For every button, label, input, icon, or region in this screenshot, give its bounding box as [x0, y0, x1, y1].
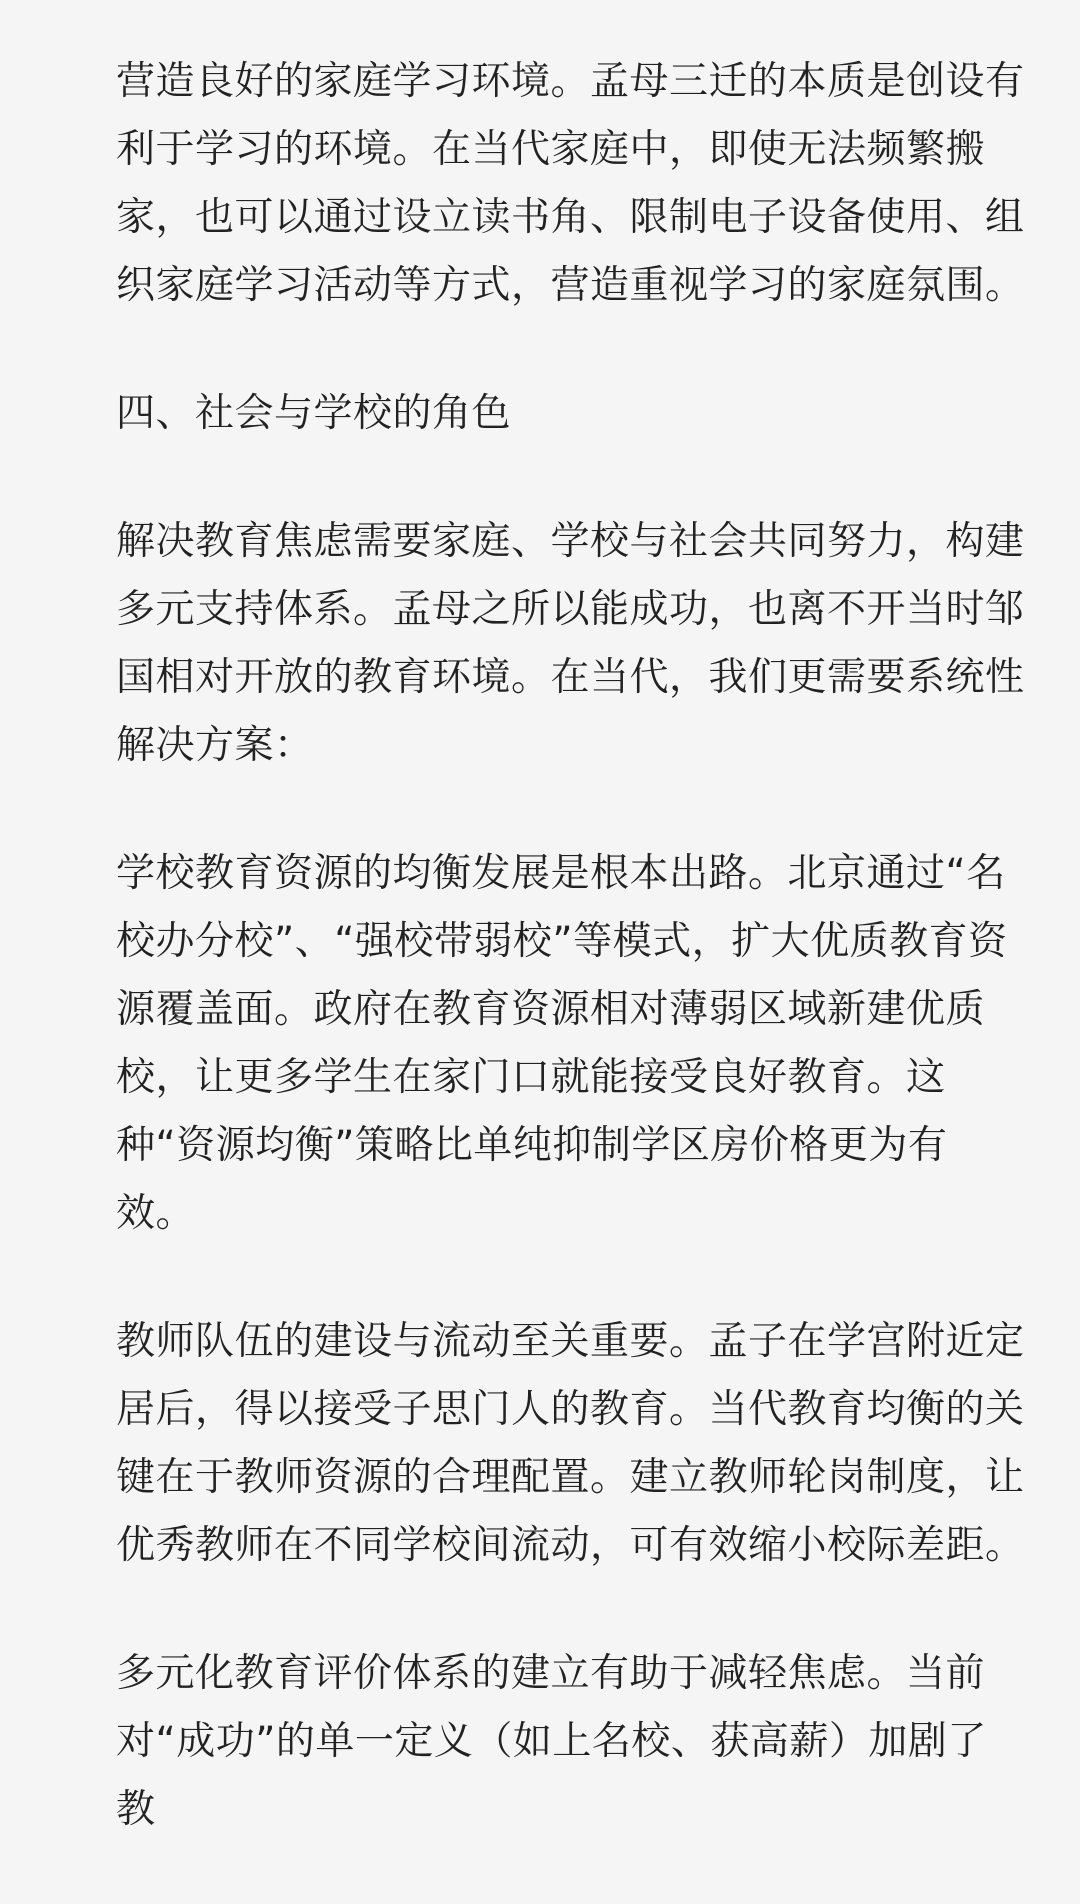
paragraph-teacher-rotation: 教师队伍的建设与流动至关重要。孟子在学宫附近定居后，得以接受子思门人的教育。当代教育均衡的关键在于教师资源的合理配置。建立教师轮岗制度，让优秀教师在不同学校间流动，可有效缩小校际差距。 — [116, 1319, 1025, 1568]
paragraph-family-environment: 营造良好的家庭学习环境。孟母三迁的本质是创设有利于学习的环境。在当代家庭中，即使无法频繁搬家，也可以通过设立读书角、限制电子设备使用、组织家庭学习活动等方式，营造重视学习的家庭氛围。 — [116, 59, 1025, 308]
paragraph-evaluation-system: 多元化教育评价体系的建立有助于减轻焦虑。当前对“成功”的单一定义（如上名校、获高薪）加剧了教 — [116, 1651, 987, 1832]
section-heading: 四、社会与学校的角色 — [116, 391, 512, 436]
article-body — [116, 48, 1026, 1904]
paragraph-school-resources: 学校教育资源的均衡发展是根本出路。北京通过“名校办分校”、“强校带弱校”等模式，扩大优质教育资源覆盖面。政府在教育资源相对薄弱区域新建优质校，让更多学生在家门口就能接受良好教育。这种“资源均衡”策略比单纯抑制学区房价格更为有效。 — [116, 851, 1008, 1236]
paragraph-support-system: 解决教育焦虑需要家庭、学校与社会共同努力，构建多元支持体系。孟母之所以能成功，也离不开当时邹国相对开放的教育环境。在当代，我们更需要系统性解决方案： — [116, 519, 1025, 768]
